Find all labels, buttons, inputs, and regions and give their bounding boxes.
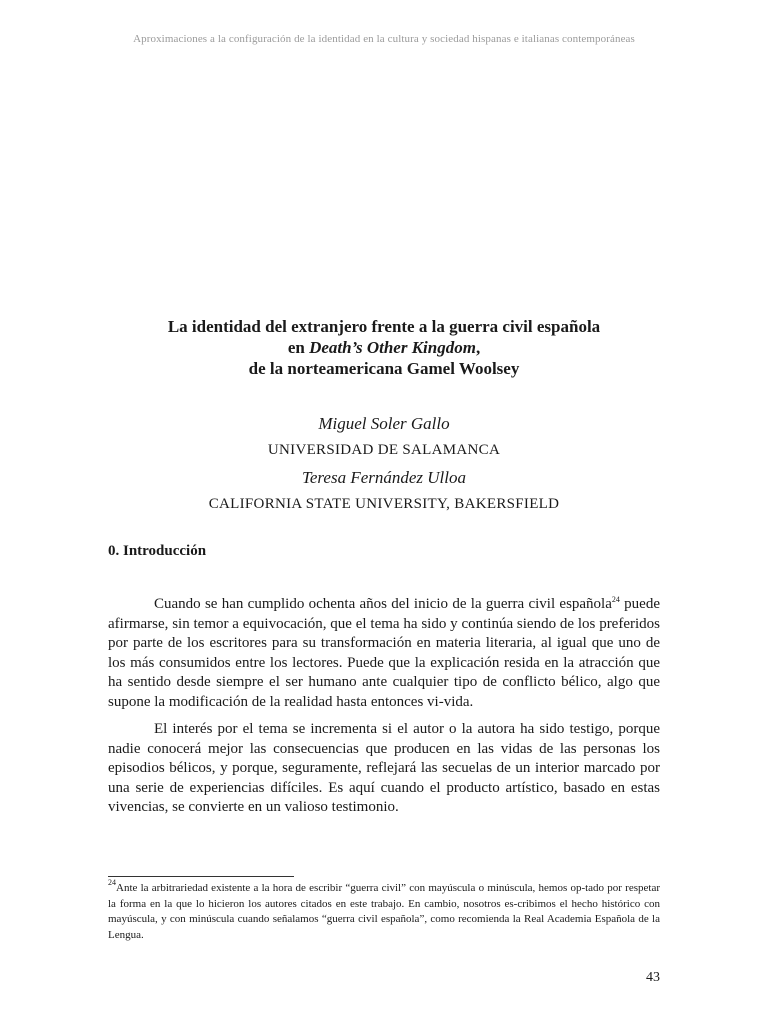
author-affiliation: CALIFORNIA STATE UNIVERSITY, BAKERSFIELD (208, 496, 560, 512)
footnote-text: Ante la arbitrariedad existente a la hora de escribir “guerra civil” con mayúscula o minúscula, hemos op-tado por respetar la forma en la que lo hicieron los autores citados en este trabajo. En cambio, nosotros es-cribimos el hecho histórico con mayúscula, y con minúscula cuando señalamos “guerra civil española”, como recomienda la Real Academia Española de la Lengua. (108, 882, 660, 941)
page-number: 43 (646, 970, 660, 985)
footnote-divider (108, 876, 294, 877)
paragraph-text: Cuando se han cumplido ochenta años del inicio de la guerra civil española (154, 596, 612, 612)
author-name: Teresa Fernández Ulloa (301, 468, 466, 487)
title-line-2 (0, 337, 768, 358)
running-header: Aproximaciones a la configuración de la identidad en la cultura y sociedad hispanas e italianas contemporáneas (133, 33, 635, 45)
title-line-3: de la norteamericana Gamel Woolsey (248, 359, 520, 378)
body-text (108, 595, 660, 826)
footnote (108, 878, 660, 943)
footnote-reference[interactable]: 24 (611, 595, 620, 604)
paragraph (108, 595, 660, 712)
book-title: Death’s Other Kingdom (309, 338, 476, 357)
author-affiliation: UNIVERSIDAD DE SALAMANCA (267, 442, 501, 458)
author-name: Miguel Soler Gallo (318, 414, 450, 433)
paragraph-text: puede afirmarse, sin temor a equivocación, que el tema ha sido y continúa siendo de los preferidos por parte de los escritores para su transformación en materia literaria, al igual que uno de los más consumidos entre los lectores. Puede que la explicación resida en la atracción que ha sentido desde siempre el ser humano ante cualquier tipo de conflicto bélico, algo que supone la modificación de la realidad hasta entonces vi-vida. (108, 596, 660, 710)
title-line-2-suffix: , (475, 338, 481, 357)
article-title (0, 316, 768, 379)
section-heading: 0. Introducción (108, 543, 207, 559)
title-line-1: La identidad del extranjero frente a la guerra civil española (167, 317, 601, 336)
author-block (0, 410, 768, 518)
paragraph: El interés por el tema se incrementa si el autor o la autora ha sido testigo, porque nadie conocerá mejor las consecuencias que producen en las vidas de las personas los episodios bélicos, y porque, seguramente, reflejará las secuelas de un interior marcado por una serie de experiencias difíciles. Es aquí cuando el producto artístico, basado en estas vivencias, se convierte en un valioso testimonio. (108, 721, 660, 815)
title-line-2-prefix: en (287, 338, 310, 357)
footnote-marker: 24 (108, 878, 116, 887)
